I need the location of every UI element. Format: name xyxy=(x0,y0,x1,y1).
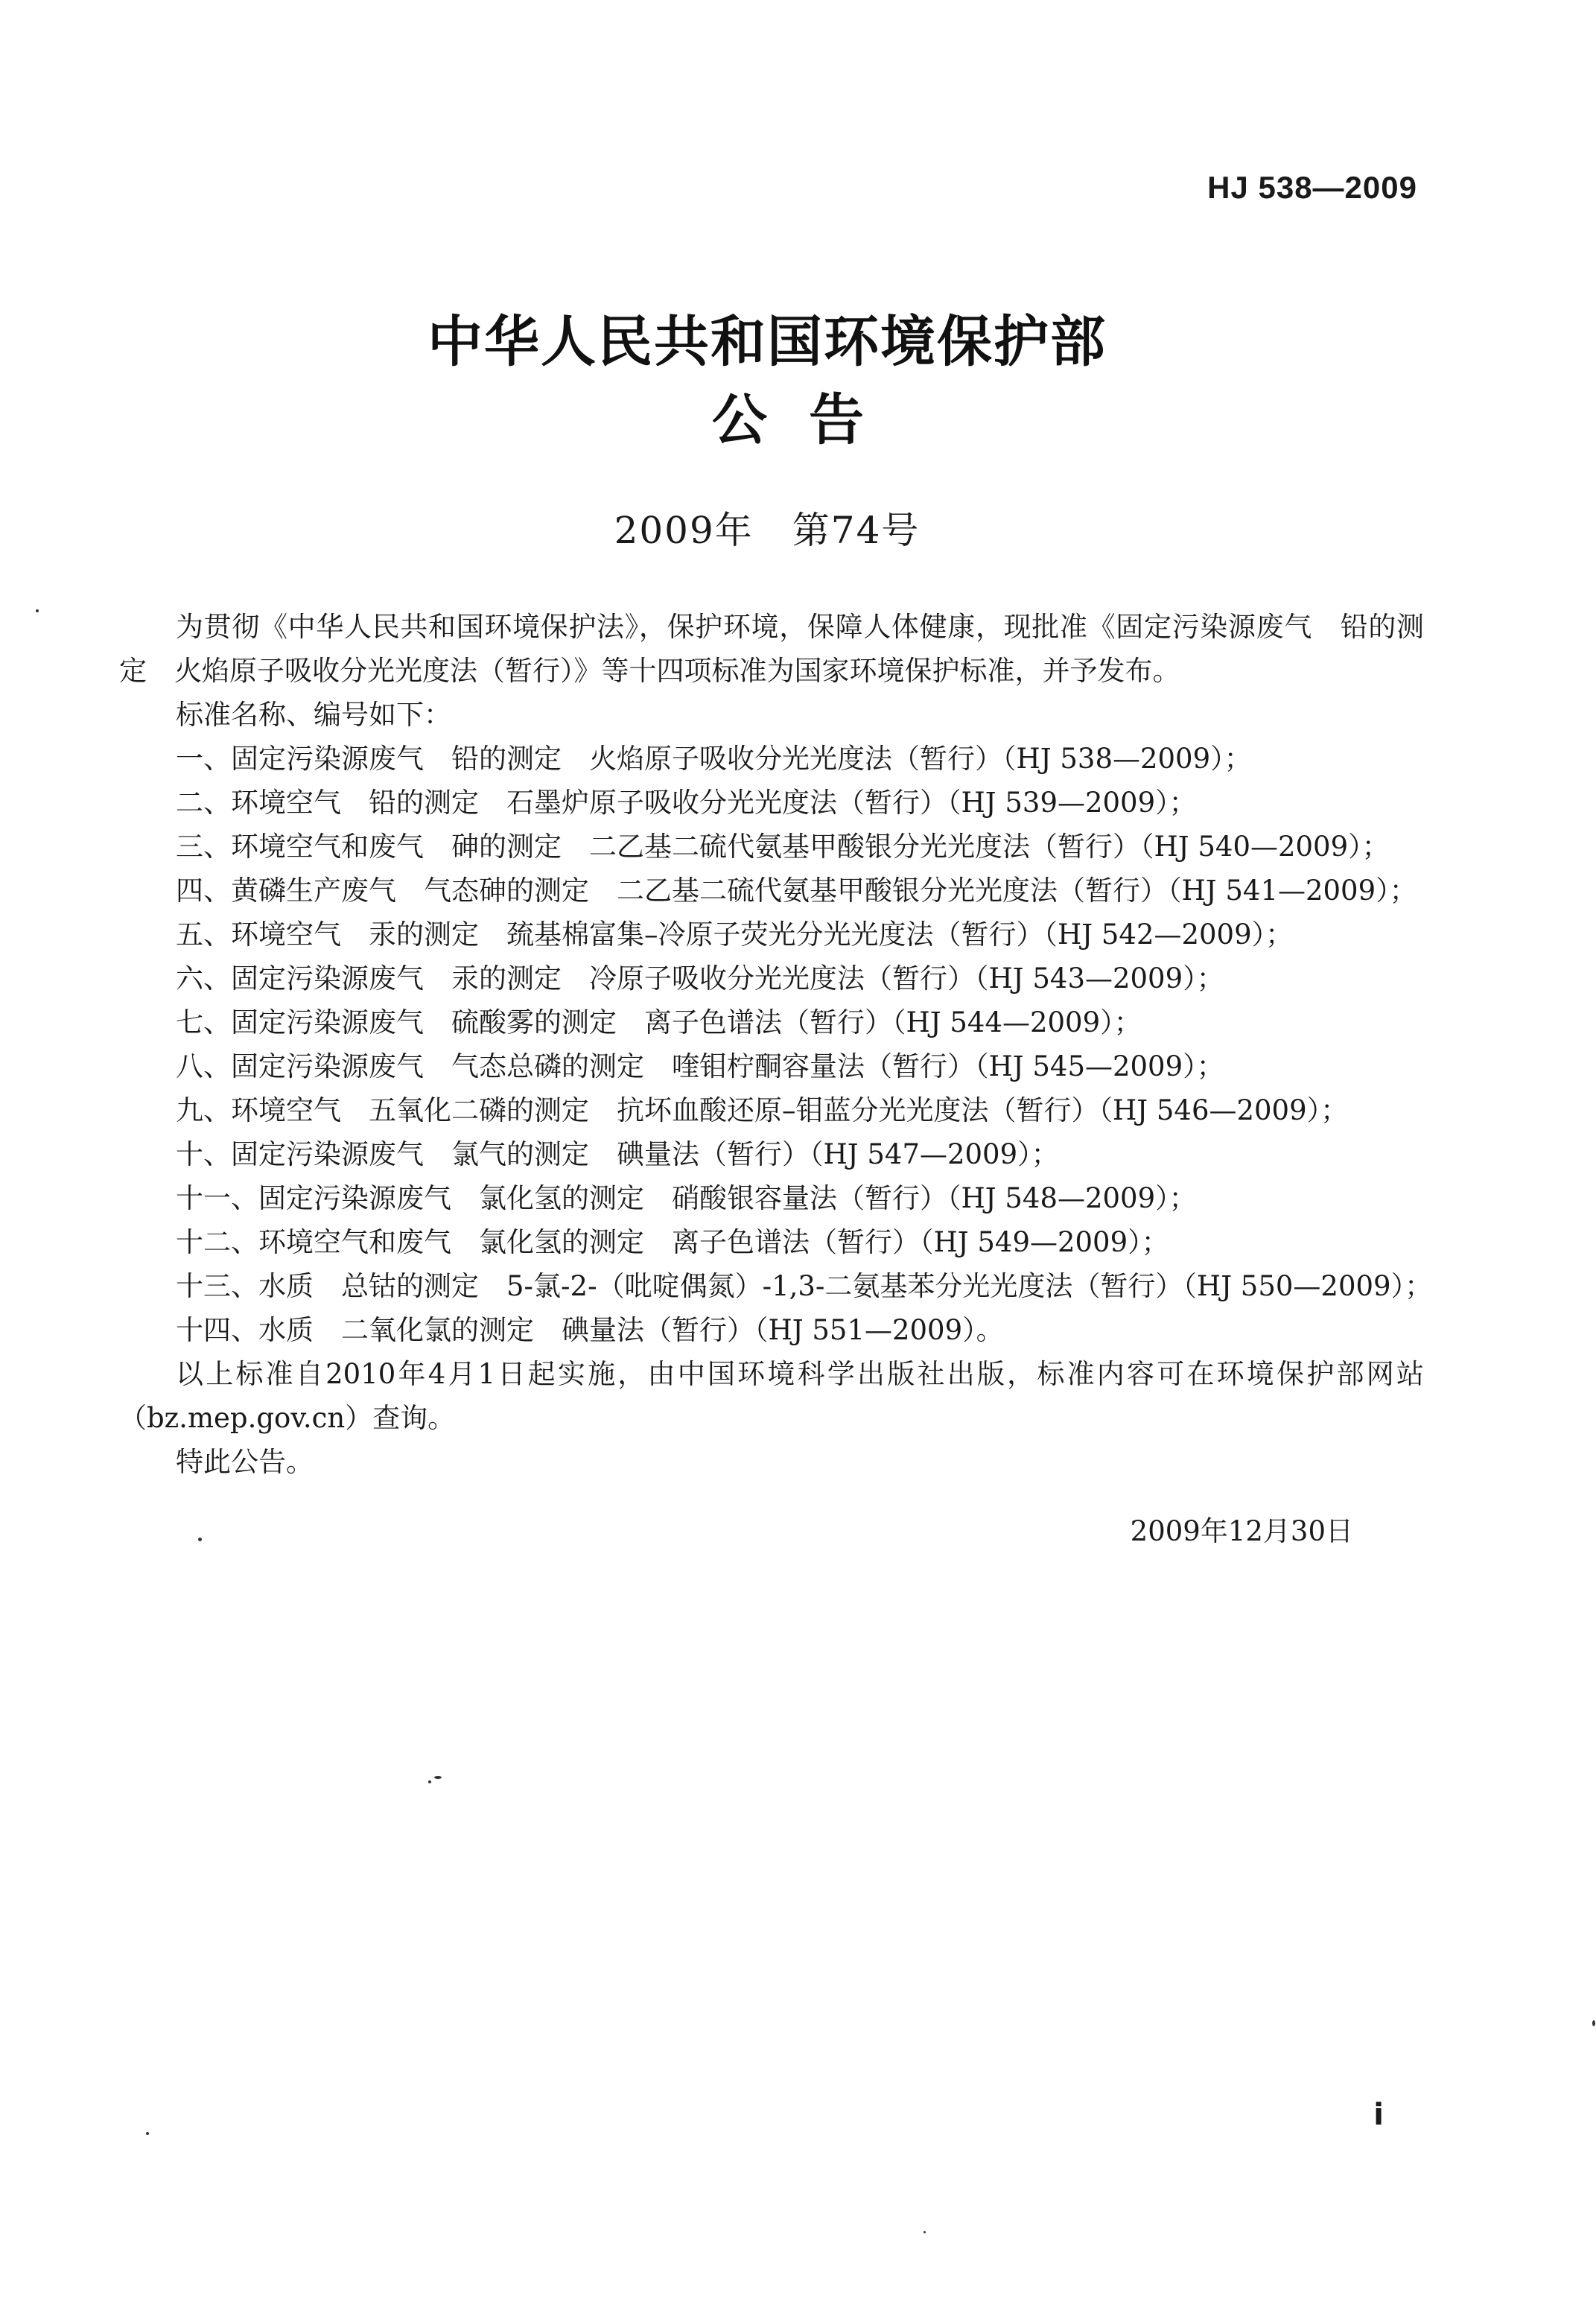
standard-item: 四、黄磷生产废气 气态砷的测定 二乙基二硫代氨基甲酸银分光光度法（暂行）（HJ 541—2009）； xyxy=(176,875,1417,907)
issuing-organization-title: 中华人民共和国环境保护部 xyxy=(427,310,1107,374)
standard-item: 五、环境空气 汞的测定 巯基棉富集–冷原子荧光分光光度法（暂行）（HJ 542—2009）； xyxy=(176,919,1294,951)
scan-speck xyxy=(923,2231,926,2233)
announcement-number: 2009年 第74号 xyxy=(614,509,921,552)
standard-item: 十二、环境空气和废气 氯化氢的测定 离子色谱法（暂行）（HJ 549—2009）； xyxy=(176,1226,1169,1258)
standard-item: 九、环境空气 五氧化二磷的测定 抗坏血酸还原–钼蓝分光光度法（暂行）（HJ 546—2009）； xyxy=(176,1094,1349,1126)
standard-item: 十四、水质 二氧化氯的测定 碘量法（暂行）（HJ 551—2009）。 xyxy=(176,1314,1004,1346)
intro-paragraph: 为贯彻《中华人民共和国环境保护法》，保护环境，保障人体健康，现批准《固定污染源废气 铅的测定 火焰原子吸收分光光度法（暂行）》等十四项标准为国家环境保护标准，并予发布。 xyxy=(119,611,1424,687)
standard-item: 八、固定污染源废气 气态总磷的测定 喹钼柠酮容量法（暂行）（HJ 545—2009）； xyxy=(176,1050,1224,1082)
announcement-title: 公告 xyxy=(712,388,906,452)
scan-speck xyxy=(428,1780,431,1783)
standard-item: 三、环境空气和废气 砷的测定 二乙基二硫代氨基甲酸银分光光度法（暂行）（HJ 540—2009）； xyxy=(176,831,1390,863)
standard-item: 六、固定污染源废气 汞的测定 冷原子吸收分光光度法（暂行）（HJ 543—2009）； xyxy=(176,962,1224,994)
scan-speck xyxy=(198,1538,202,1541)
scan-speck xyxy=(146,2132,149,2135)
standard-item: 二、环境空气 铅的测定 石墨炉原子吸收分光光度法（暂行）（HJ 539—2009）； xyxy=(176,787,1197,819)
signature-date: 2009年12月30日 xyxy=(1130,1515,1353,1547)
scan-speck xyxy=(36,609,39,612)
scan-speck xyxy=(434,1776,442,1779)
announcement-body xyxy=(119,605,1433,1484)
standards-list xyxy=(119,737,1433,1352)
standard-item: 七、固定污染源废气 硫酸雾的测定 离子色谱法（暂行）（HJ 544—2009）； xyxy=(176,1006,1142,1038)
standard-code: HJ 538—2009 xyxy=(1207,170,1417,205)
standard-item: 一、固定污染源废气 铅的测定 火焰原子吸收分光光度法（暂行）（HJ 538—2009）； xyxy=(176,743,1252,775)
closing-statement: 特此公告。 xyxy=(176,1446,314,1478)
scan-speck xyxy=(1592,2020,1595,2026)
standard-item: 十、固定污染源废气 氯气的测定 碘量法（暂行）（HJ 547—2009）； xyxy=(176,1138,1059,1170)
implementation-paragraph: 以上标准自2010年4月1日起实施，由中国环境科学出版社出版，标准内容可在环境保护部网站（bz.mep.gov.cn）查询。 xyxy=(119,1358,1424,1434)
standard-item: 十一、固定污染源废气 氯化氢的测定 硝酸银容量法（暂行）（HJ 548—2009）； xyxy=(176,1182,1197,1214)
list-heading: 标准名称、编号如下： xyxy=(176,699,451,731)
page-number: i xyxy=(1373,2098,1384,2132)
standard-item: 十三、水质 总钴的测定 5-氯-2-（吡啶偶氮）-1,3-二氨基苯分光光度法（暂行）（HJ 550—2009）； xyxy=(176,1270,1433,1302)
